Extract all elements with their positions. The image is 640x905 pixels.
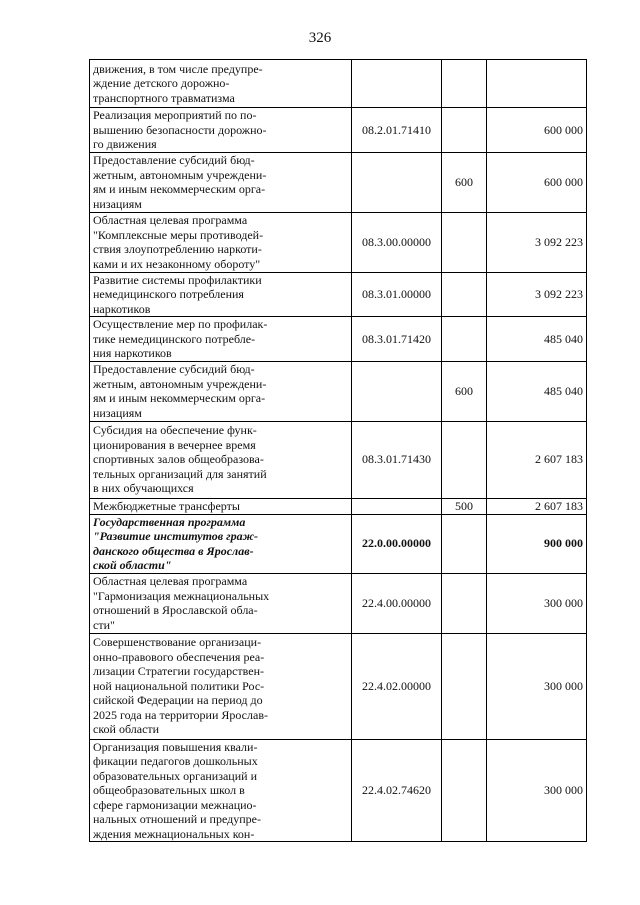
row-name: Предоставление субсидий бюд- жетным, автономным учреждени- ям и иным некоммерческим орга- низациям [90,152,352,212]
table-row [90,317,587,362]
row-sum: 300 000 [487,573,587,633]
row-expense-type: 600 [442,361,487,421]
row-expense-type [442,60,487,108]
row-name: Осуществление мер по профилак- тике немедицинского потребле- ния наркотиков [90,317,352,362]
row-code [352,498,442,514]
page-number: 326 [308,30,332,46]
row-expense-type [442,212,487,272]
row-code: 08.3.01.00000 [352,272,442,317]
row-code: 08.3.01.71420 [352,317,442,362]
row-name: Реализация мероприятий по по- вышению безопасности дорожно- го движения [90,108,352,153]
row-name: Развитие системы профилактики немедицинского потребления наркотиков [90,272,352,317]
row-code: 08.3.01.71430 [352,421,442,498]
table-row [90,361,587,421]
table-row [90,108,587,153]
row-sum: 485 040 [487,317,587,362]
row-code: 22.0.00.00000 [352,514,442,573]
row-expense-type [442,272,487,317]
row-sum: 300 000 [487,739,587,842]
row-sum: 485 040 [487,361,587,421]
table-row [90,152,587,212]
row-code [352,60,442,108]
table-row [90,573,587,633]
table-row [90,212,587,272]
row-expense-type [442,317,487,362]
row-name: Организация повышения квали- фикации педагогов дошкольных образовательных организаций и общеобразовательных школ в сфере гармонизации межнацио- нальных отношений и предупре- ждения межнациональных кон- [90,739,352,842]
table-row [90,498,587,514]
row-code [352,152,442,212]
row-name: Областная целевая программа "Гармонизация межнациональных отношений в Ярославской обла- сти" [90,573,352,633]
row-name: Субсидия на обеспечение функ- ционирования в вечернее время спортивных залов общеобразова- тельных организаций для занятий в них обучающихся [90,421,352,498]
row-expense-type [442,739,487,842]
budget-table [89,59,587,842]
row-sum: 2 607 183 [487,498,587,514]
table-row [90,421,587,498]
row-expense-type [442,421,487,498]
table-row [90,514,587,573]
row-sum: 3 092 223 [487,272,587,317]
row-sum: 900 000 [487,514,587,573]
row-expense-type: 500 [442,498,487,514]
row-name: движения, в том числе предупре- ждение детского дорожно- транспортного травматизма [90,60,352,108]
row-expense-type [442,514,487,573]
row-sum: 2 607 183 [487,421,587,498]
row-expense-type [442,633,487,739]
row-sum [487,60,587,108]
table-row [90,272,587,317]
row-code: 08.2.01.71410 [352,108,442,153]
row-name: Областная целевая программа "Комплексные меры противодей- ствия злоупотреблению наркоти- ками и их незаконному обороту" [90,212,352,272]
row-name: Совершенствование организаци- онно-правового обеспечения реа- лизации Стратегии государствен- ной национальной политики Рос- сийской Федерации на период до 2025 года на территории Ярослав- ской области [90,633,352,739]
row-name: Межбюджетные трансферты [90,498,352,514]
table-row [90,739,587,842]
row-code: 08.3.00.00000 [352,212,442,272]
row-code [352,361,442,421]
row-sum: 600 000 [487,108,587,153]
row-code: 22.4.02.00000 [352,633,442,739]
row-code: 22.4.02.74620 [352,739,442,842]
row-sum: 300 000 [487,633,587,739]
row-expense-type [442,573,487,633]
row-sum: 600 000 [487,152,587,212]
row-expense-type: 600 [442,152,487,212]
table-row [90,60,587,108]
table-row [90,633,587,739]
row-expense-type [442,108,487,153]
row-code: 22.4.00.00000 [352,573,442,633]
row-name: Государственная программа "Развитие институтов граж- данского общества в Ярослав- ской области" [90,514,352,573]
row-sum: 3 092 223 [487,212,587,272]
row-name: Предоставление субсидий бюд- жетным, автономным учреждени- ям и иным некоммерческим орга- низациям [90,361,352,421]
